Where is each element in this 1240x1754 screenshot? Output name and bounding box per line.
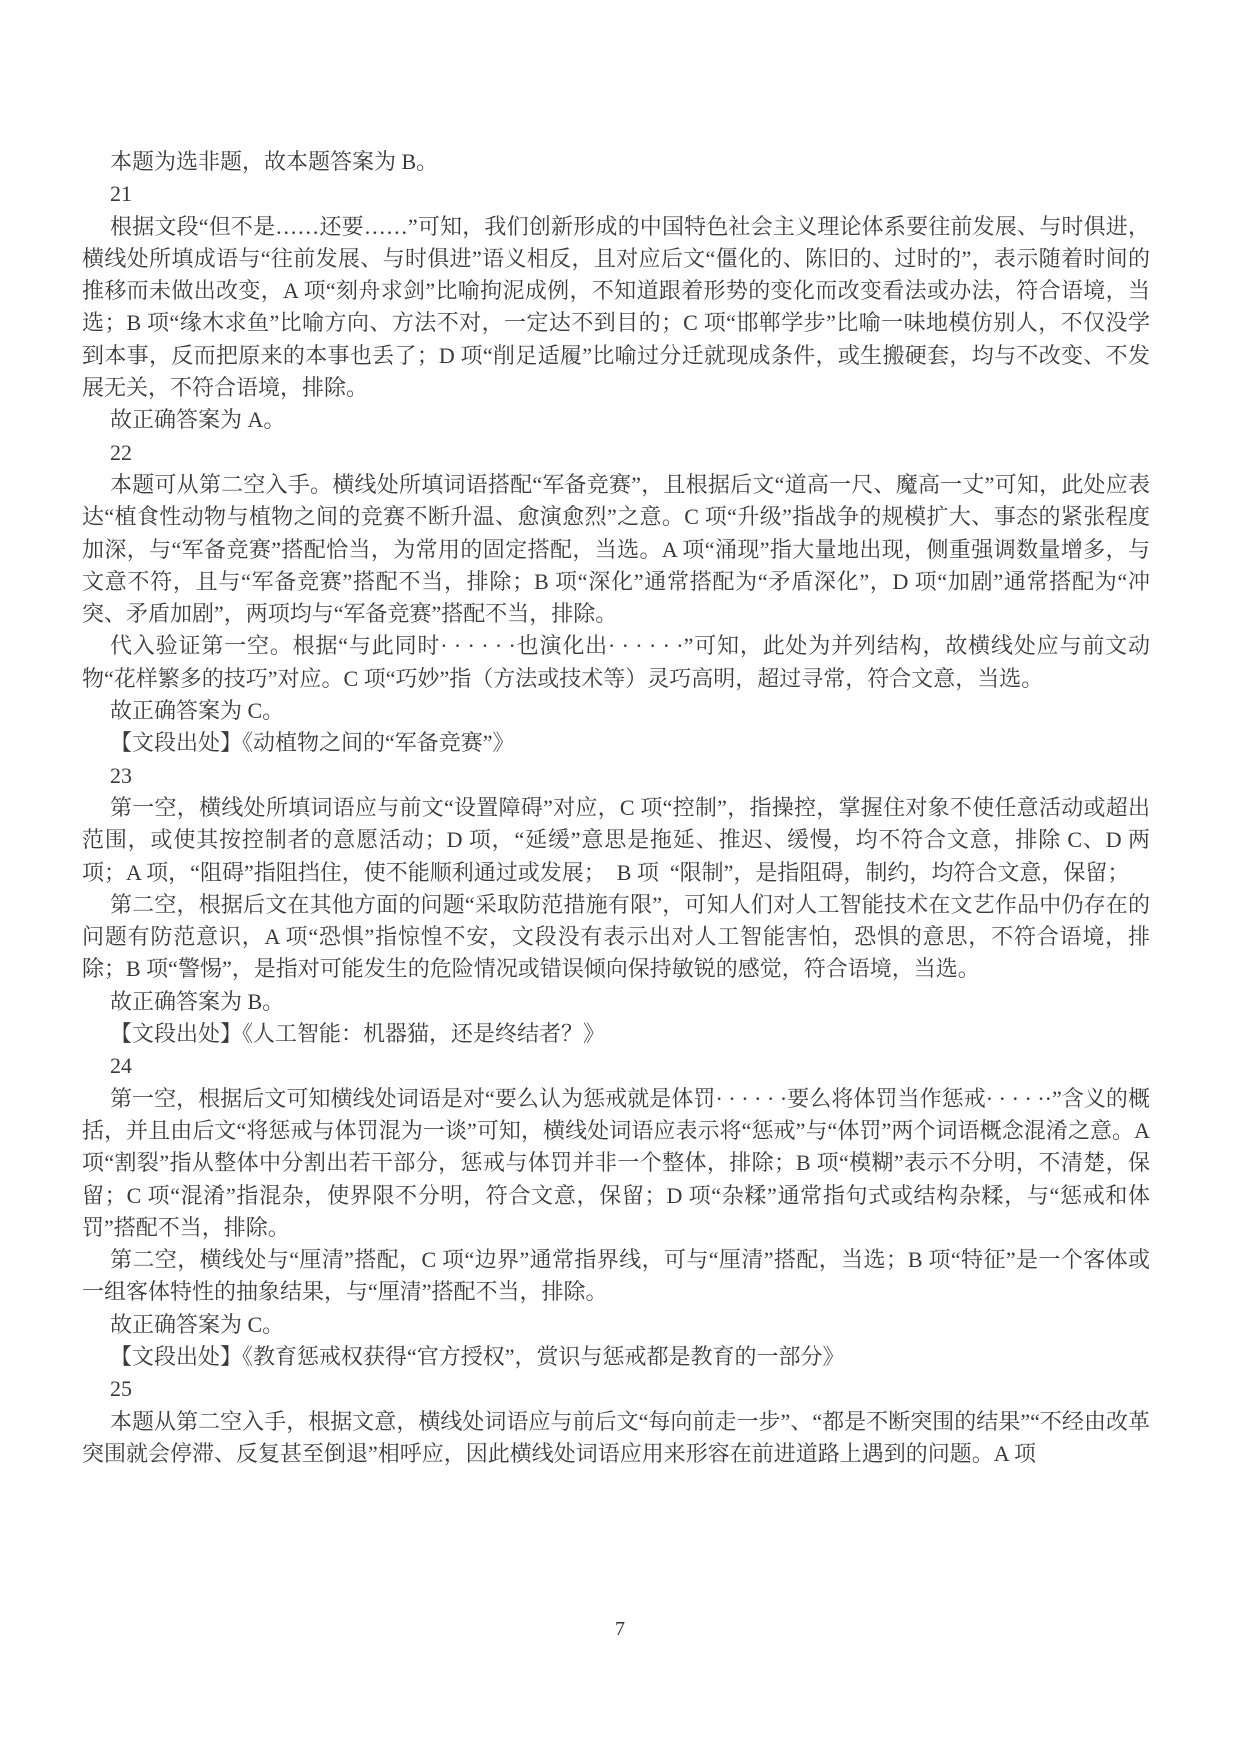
paragraph: 23 <box>110 762 132 788</box>
paragraph: 第一空，根据后文可知横线处词语是对“要么认为惩戒就是体罚· · · · · ·要么将体罚当作惩戒· · · · ··”含义的概括，并且由后文“将惩戒与体罚混为一谈”可知，横线处词语应表示将“惩戒”与“体罚”两个词语概念混淆之意。A 项“割裂”指从整体中分割出若干部分，惩戒与体罚并非一个整体，排除；B 项“模糊”表示不分明，不清楚，保留；C 项“混淆”指混杂，使界限不分明，符合文意，保留；D 项“杂糅”通常指句式或结构杂糅，与“惩戒和体罚”搭配不当，排除。 <box>82 1085 1156 1240</box>
paragraph: 【文段出处】《人工智能：机器猫，还是终结者？》 <box>110 1021 606 1047</box>
paragraph: 故正确答案为 C。 <box>110 1311 285 1337</box>
answer-explanations-text <box>82 146 1156 1470</box>
paragraph: 本题为选非题，故本题答案为 B。 <box>110 149 439 174</box>
paragraph: 第二空，横线处与“厘清”搭配，C 项“边界”通常指界线，可与“厘清”搭配，当选；B 项“特征”是一个客体或一组客体特性的抽象结果，与“厘清”搭配不当，排除。 <box>82 1247 1150 1305</box>
paragraph: 21 <box>110 181 132 207</box>
paragraph: 故正确答案为 A。 <box>110 407 286 433</box>
paragraph: 【文段出处】《教育惩戒权获得“官方授权”，赏识与惩戒都是教育的一部分》 <box>110 1343 845 1369</box>
paragraph: 24 <box>110 1053 132 1079</box>
paragraph: 【文段出处】《动植物之间的“军备竞赛”》 <box>110 730 515 756</box>
paragraph: 本题从第二空入手，根据文意，横线处词语应与前后文“每向前走一步”、“都是不断突围的结果”“不经由改革突围就会停滞、反复甚至倒退”相呼应，因此横线处词语应用来形容在前进道路上遇到的问题。A 项 <box>82 1408 1150 1466</box>
paragraph: 故正确答案为 C。 <box>110 698 285 724</box>
paragraph: 代入验证第一空。根据“与此同时· · · · · ·也演化出· · · · · ·”可知，此处为并列结构，故横线处应与前文动物“花样繁多的技巧”对应。C 项“巧妙”指（方法或技术等）灵巧高明，超过寻常，符合文意，当选。 <box>82 633 1150 691</box>
paragraph: 本题可从第二空入手。横线处所填词语搭配“军备竞赛”，且根据后文“道高一尺、魔高一丈”可知，此处应表达“植食性动物与植物之间的竞赛不断升温、愈演愈烈”之意。C 项“升级”指战争的规模扩大、事态的紧张程度加深，与“军备竞赛”搭配恰当，为常用的固定搭配，当选。A 项“涌现”指大量地出现，侧重强调数量增多，与文意不符，且与“军备竞赛”搭配不当，排除；B 项“深化”通常搭配为“矛盾深化”，D 项“加剧”通常搭配为“冲突、矛盾加剧”，两项均与“军备竞赛”搭配不当，排除。 <box>82 471 1150 627</box>
paragraph: 故正确答案为 B。 <box>110 988 285 1014</box>
paragraph: 25 <box>110 1376 132 1402</box>
paragraph: 根据文段“但不是……还要……”可知，我们创新形成的中国特色社会主义理论体系要往前发展、与时俱进，横线处所填成语与“往前发展、与时俱进”语义相反，且对应后文“僵化的、陈旧的、过时的”，表示随着时间的推移而未做出改变，A 项“刻舟求剑”比喻拘泥成例，不知道跟着形势的变化而改变看法或办法，符合语境，当选；B 项“缘木求鱼”比喻方向、方法不对，一定达不到目的；C 项“邯郸学步”比喻一味地模仿别人，不仅没学到本事，反而把原来的本事也丢了；D 项“削足适履”比喻过分迁就现成条件，或生搬硬套，均与不改变、不发展无关，不符合语境，排除。 <box>82 213 1150 401</box>
paragraph: 22 <box>110 439 132 465</box>
paragraph: 第一空，横线处所填词语应与前文“设置障碍”对应，C 项“控制”，指操控，掌握住对象不使任意活动或超出范围，或使其按控制者的意愿活动；D 项，“延缓”意思是拖延、推迟、缓慢，均不符合文意，排除 C、D 两项；A 项，“阻碍”指阻挡住，使不能顺利通过或发展； B 项 “限制”，是指阻碍，制约，均符合文意，保留； <box>82 794 1150 885</box>
page-number: 7 <box>615 1618 625 1640</box>
paragraph: 第二空，根据后文在其他方面的问题“采取防范措施有限”，可知人们对人工智能技术在文艺作品中仍存在的问题有防范意识，A 项“恐惧”指惊惶不安，文段没有表示出对人工智能害怕，恐惧的意思，不符合语境，排除；B 项“警惕”，是指对可能发生的危险情况或错误倾向保持敏锐的感觉，符合语境，当选。 <box>82 891 1150 982</box>
